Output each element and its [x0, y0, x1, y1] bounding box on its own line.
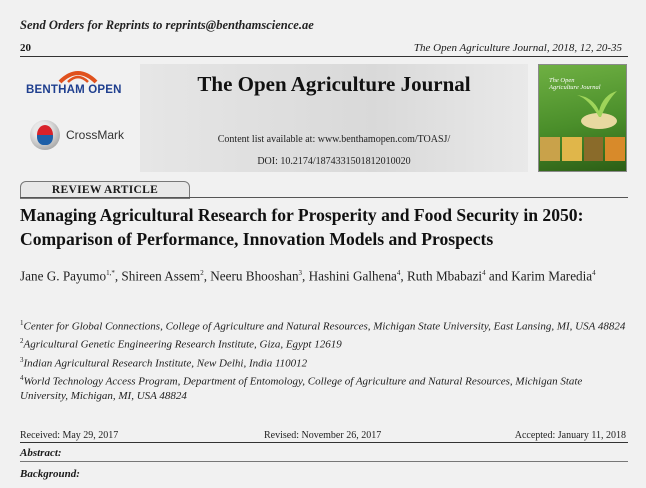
- bentham-arch-icon: [58, 68, 98, 84]
- author-affiliation-mark: 4: [482, 269, 486, 277]
- background-heading: Background:: [20, 468, 80, 480]
- bentham-open-logo[interactable]: [22, 68, 132, 108]
- author-separator: ,: [203, 268, 211, 284]
- author-name[interactable]: Jane G. Payumo: [20, 268, 107, 284]
- revised-date: Revised: November 26, 2017: [264, 430, 382, 441]
- cover-title-line1: The Open: [549, 77, 575, 84]
- affiliation-text: Indian Agricultural Research Institute, New Delhi, India 110012: [23, 357, 308, 370]
- cover-photo-strip: [539, 137, 626, 161]
- author-name[interactable]: Hashini Galhena: [308, 268, 397, 284]
- affiliation-number: 3: [20, 355, 24, 364]
- page-number: 20: [20, 42, 31, 54]
- affiliation-item: [20, 353, 632, 371]
- author-affiliation-mark: 4: [592, 269, 596, 277]
- article-title: Managing Agricultural Research for Prosperity and Food Security in 2050: Comparison of Performance, Innovation Models and Prospects: [20, 205, 584, 249]
- cover-plant-icon: [539, 65, 626, 135]
- journal-banner: [140, 64, 528, 172]
- affiliation-item: [20, 316, 632, 334]
- publisher-name: BENTHAM OPEN: [26, 84, 122, 96]
- accepted-date: Accepted: January 11, 2018: [514, 430, 626, 441]
- doi-link[interactable]: DOI: 10.2174/1874331501812010020: [257, 156, 411, 167]
- abstract-heading: Abstract:: [20, 447, 62, 459]
- header-rule: [20, 56, 628, 57]
- author-affiliation-mark: 2: [200, 269, 204, 277]
- affiliation-number: 2: [20, 337, 24, 346]
- affiliation-number: 4: [20, 373, 24, 382]
- author-affiliation-mark: 1,*: [106, 269, 115, 277]
- author-name[interactable]: Neeru Bhooshan: [210, 268, 299, 284]
- affiliation-number: 1: [20, 319, 24, 327]
- journal-cover-image: [538, 64, 627, 172]
- article-type-label: REVIEW ARTICLE: [20, 181, 190, 199]
- author-name[interactable]: Shireen Assem: [121, 268, 201, 284]
- cover-title-line2: Agriculture Journal: [549, 84, 601, 91]
- crossmark-icon: [30, 120, 60, 150]
- author-separator: ,: [114, 268, 122, 284]
- affiliation-text: Center for Global Connections, College of Agriculture and Natural Resources, Michigan State University, East Lansing, MI, USA 48824: [23, 320, 626, 333]
- content-list-link[interactable]: Content list available at: www.benthamopen.com/TOASJ/: [217, 134, 451, 145]
- author-name[interactable]: Karim Maredia: [511, 268, 593, 284]
- crossmark-label: CrossMark: [66, 128, 125, 142]
- author-separator: ,: [400, 268, 407, 284]
- affiliation-list: [20, 316, 632, 404]
- crossmark-badge[interactable]: [30, 120, 130, 152]
- author-list: [20, 264, 628, 285]
- author-affiliation-mark: 3: [298, 269, 303, 277]
- author-affiliation-mark: 4: [396, 269, 401, 277]
- author-separator: ,: [302, 268, 309, 284]
- dates-rule: [20, 442, 628, 443]
- author-separator: and: [485, 268, 512, 284]
- journal-title: The Open Agriculture Journal: [197, 72, 471, 96]
- abstract-rule: [20, 461, 628, 462]
- affiliation-item: [20, 371, 632, 404]
- reprints-notice: Send Orders for Reprints to reprints@benthamscience.ae: [20, 18, 314, 32]
- author-name[interactable]: Ruth Mbabazi: [407, 268, 483, 284]
- affiliation-text: Agricultural Genetic Engineering Research Institute, Giza, Egypt 12619: [23, 338, 342, 351]
- affiliation-item: [20, 334, 632, 352]
- journal-reference: The Open Agriculture Journal, 2018, 12, 20-35: [413, 42, 622, 54]
- article-type-rule: [20, 197, 628, 198]
- received-date: Received: May 29, 2017: [20, 430, 119, 441]
- affiliation-text: World Technology Access Program, Department of Entomology, College of Agriculture and Natural Resources, Michigan State University, Michigan, MI, USA 48824: [20, 375, 583, 402]
